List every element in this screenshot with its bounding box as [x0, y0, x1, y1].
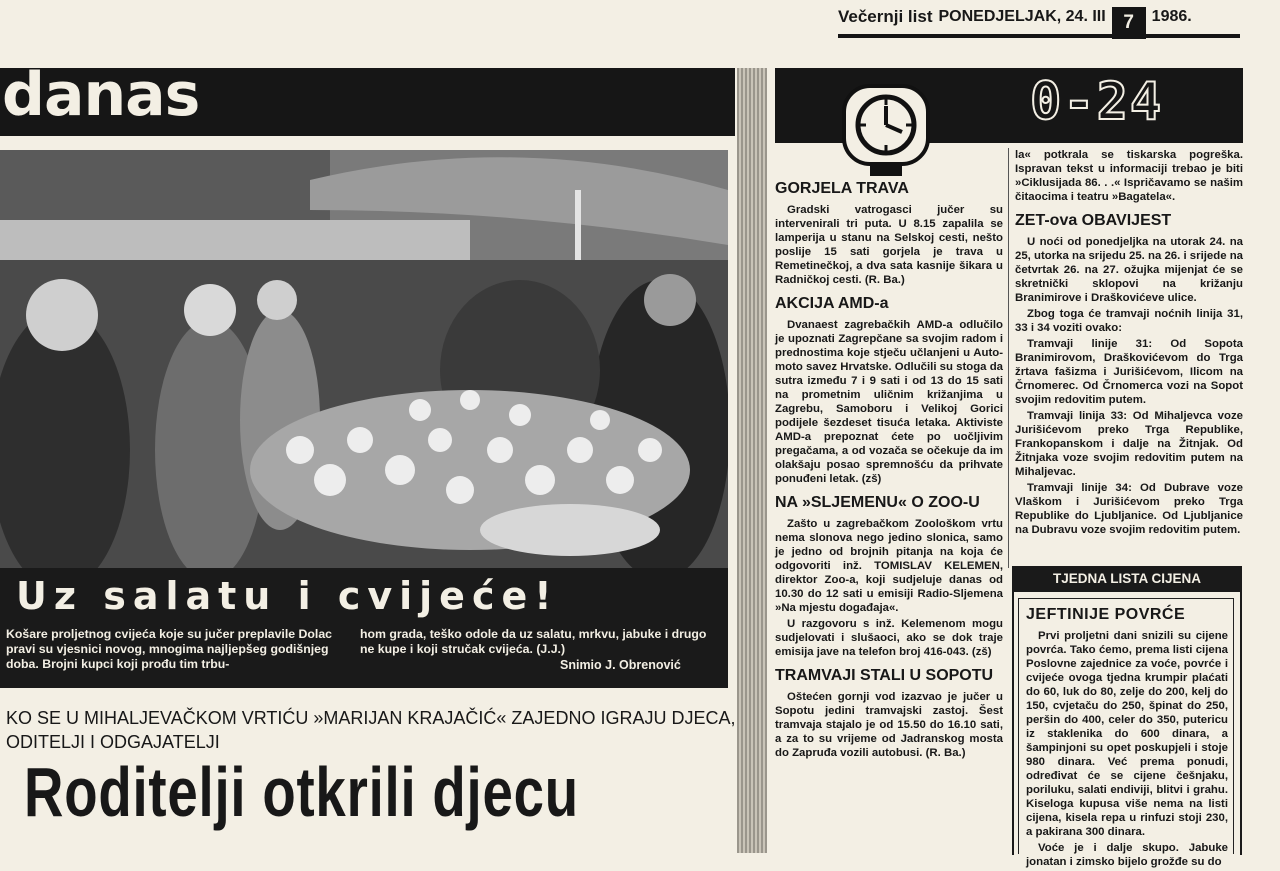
- market-photo: [0, 150, 728, 568]
- price-list-body: [1026, 606, 1228, 871]
- story-kicker: [6, 706, 734, 754]
- clock-icon: [842, 84, 930, 178]
- news-text: Dvanaest zagrebačkih AMD-a odlučilo je upoznati Zagrepčane sa svojim radom i prednostima koje stječu učlanjeni u Auto-moto savez Hrvatske. Odlučili su stoga da sutra između 7 i 9 sati i od 13 do 15 sati na prometnim uličnim križanjima u Zagrebu, Samoboru i Velikoj Gorici podijele šezdeset tisuća letaka. Aktiviste AMD-a prepoznat ćete po uočljivim pregačama, a od vozača se očekuje da im olakšaju posao spremnošću da prihvate ponuđeni letak. (zš): [775, 319, 1003, 485]
- page-number: 7: [1112, 7, 1146, 39]
- news-column-a: [775, 178, 1003, 762]
- news-text: Tramvaji linija 33: Od Mihaljevca voze Jurišićevom preko Trga Republike, Frankopanskom i dalje na Žitnjak. Od Žitnjaka voze svojim redovitim putem na Mihaljevac.: [1015, 410, 1243, 478]
- column-divider: [737, 68, 767, 853]
- column-rule: [1008, 148, 1009, 568]
- price-headline: JEFTINIJE POVRĆE: [1026, 606, 1186, 623]
- masthead: [838, 6, 1238, 33]
- issue-year: 1986.: [1151, 8, 1192, 25]
- news-text: Zbog toga će tramvaji noćnih linija 31, 33 i 34 voziti ovako:: [1015, 308, 1243, 334]
- price-text: Voće je i dalje skupo. Jabuke jonatan i zimsko bijelo grožđe su do: [1026, 842, 1228, 868]
- section-title-danas: danas: [2, 60, 200, 130]
- news-headline: AKCIJA AMD-a: [775, 295, 889, 312]
- news-column-b: [1015, 148, 1243, 539]
- photo-credit: Snimio J. Obrenović: [560, 658, 681, 672]
- news-text: Tramvaji linije 31: Od Sopota Branimirovom, Draškovićevom do Trga žrtava fašizma i Jurišićevom, Ilicom na Črnomerec. Od Črnomerca vozi na Sopot svojim redovitim putem.: [1015, 338, 1243, 406]
- news-text: Gradski vatrogasci jučer su intervenirali tri puta. U 8.15 zapalila se lamperija u stanu na Selskoj cesti, nešto poslije 15 sati gorjela je trava u Remetinečkoj, a dva sata kasnije šikara u Radničkoj cesti. (R. Ba.): [775, 204, 1003, 286]
- photo-title: Uz salatu i cvijeće!: [16, 574, 559, 618]
- issue-date: PONEDJELJAK, 24. III: [938, 8, 1106, 25]
- news-headline: TRAMVAJI STALI U SOPOTU: [775, 667, 994, 684]
- story-headline: Roditelji otkrili djecu: [24, 753, 579, 831]
- news-text: U noći od ponedjeljka na utorak 24. na 25, utorka na srijedu 25. na 26. i srijede na četvrtak 26. na 27. ožujka mijenjat će se skretnički sklopovi na križanju Branimirove i Draškovićeve ulice.: [1015, 236, 1243, 304]
- story-kicker-line-2: ODITELJI I ODGAJATELJI: [6, 732, 220, 752]
- story-kicker-line-1: KO SE U MIHALJEVAČKOM VRTIĆU »MARIJAN KRAJAČIĆ« ZAJEDNO IGRAJU DJECA,: [6, 708, 736, 728]
- masthead-rule: [838, 34, 1240, 38]
- price-text: Prvi proljetni dani snizili su cijene povrća. Tako ćemo, prema listi cijena Poslovne zajednice za voće, povrće i cvijeće ovoga tjedna krumpir plaćati do 60, luk do 80, zelje do 200, kelj do 150, cvjetaču do 250, špinat do 250, peršin do 400, celer do 350, putericu iz staklenika do 600 dinara, a šampinjoni su opet poskupjeli i stoje 980 dinara. Već prema ponudi, određivat će se cijene češnjaku, poriluku, salati endiviji, blitvi i grahu. Kiseloga kupusa više nema na listi cijena, kisela repa u rinfuzi stoji 230, a pakirana 300 dinara.: [1026, 630, 1228, 838]
- paper-name: Večernji list: [838, 7, 933, 26]
- photo-caption-left: Košare proljetnog cvijeća koje su jučer preplavile Dolac pravi su vjesnici novog, mnogima najljepšeg godišnjeg doba. Brojni kupci koji prođu tim trbu-: [6, 627, 332, 671]
- news-text: U razgovoru s inž. Kelemenom mogu sudjelovati i slušaoci, ako se dok traje emisija jave na telefon broj 416-043. (zš): [775, 618, 1003, 658]
- section-title-0-24: 0-24: [1030, 72, 1164, 132]
- news-headline: GORJELA TRAVA: [775, 180, 909, 197]
- news-headline: NA »SLJEMENU« O ZOO-U: [775, 494, 980, 511]
- news-text: Oštećen gornji vod izazvao je jučer u Sopotu jedini tramvajski zastoj. Šest tramvaja stajalo je od 15.50 do 16.10 sati, a za to su vrijeme od Jadranskog mosta do Zapruđa vozili autobusi. (R. Ba.): [775, 691, 1003, 759]
- news-text: Tramvaji linije 34: Od Dubrave voze Vlaškom i Jurišićevom preko Trga Republike do Ljubljanice. Od Ljubljanice na Dubravu voze svojim redovitim putem.: [1015, 482, 1243, 536]
- correction-text: la« potkrala se tiskarska pogreška. Ispravan tekst u informaciji trebao je biti »Ciklusijada 86. . .« Ispričavamo se našim čitaocima i teatru »Bagatela«.: [1015, 149, 1243, 203]
- photo-caption-right: hom grada, teško odole da uz salatu, mrkvu, jabuke i drugo ne kupe i koji stručak cvijeća. (J.J.): [360, 627, 707, 656]
- news-text: Zašto u zagrebačkom Zoološkom vrtu nema slonova nego jedino slonica, samo je jedno od brojnih pitanja na koja će odgovoriti inž. TOMISLAV KELEMEN, direktor Zoo-a, koji sudjeluje danas od 10.30 do 12 sati u emisiji Radio-Sljemena »Na mjestu događaja«.: [775, 518, 1003, 614]
- news-headline: ZET-ova OBAVIJEST: [1015, 212, 1172, 229]
- price-list-title: TJEDNA LISTA CIJENA: [1012, 566, 1242, 592]
